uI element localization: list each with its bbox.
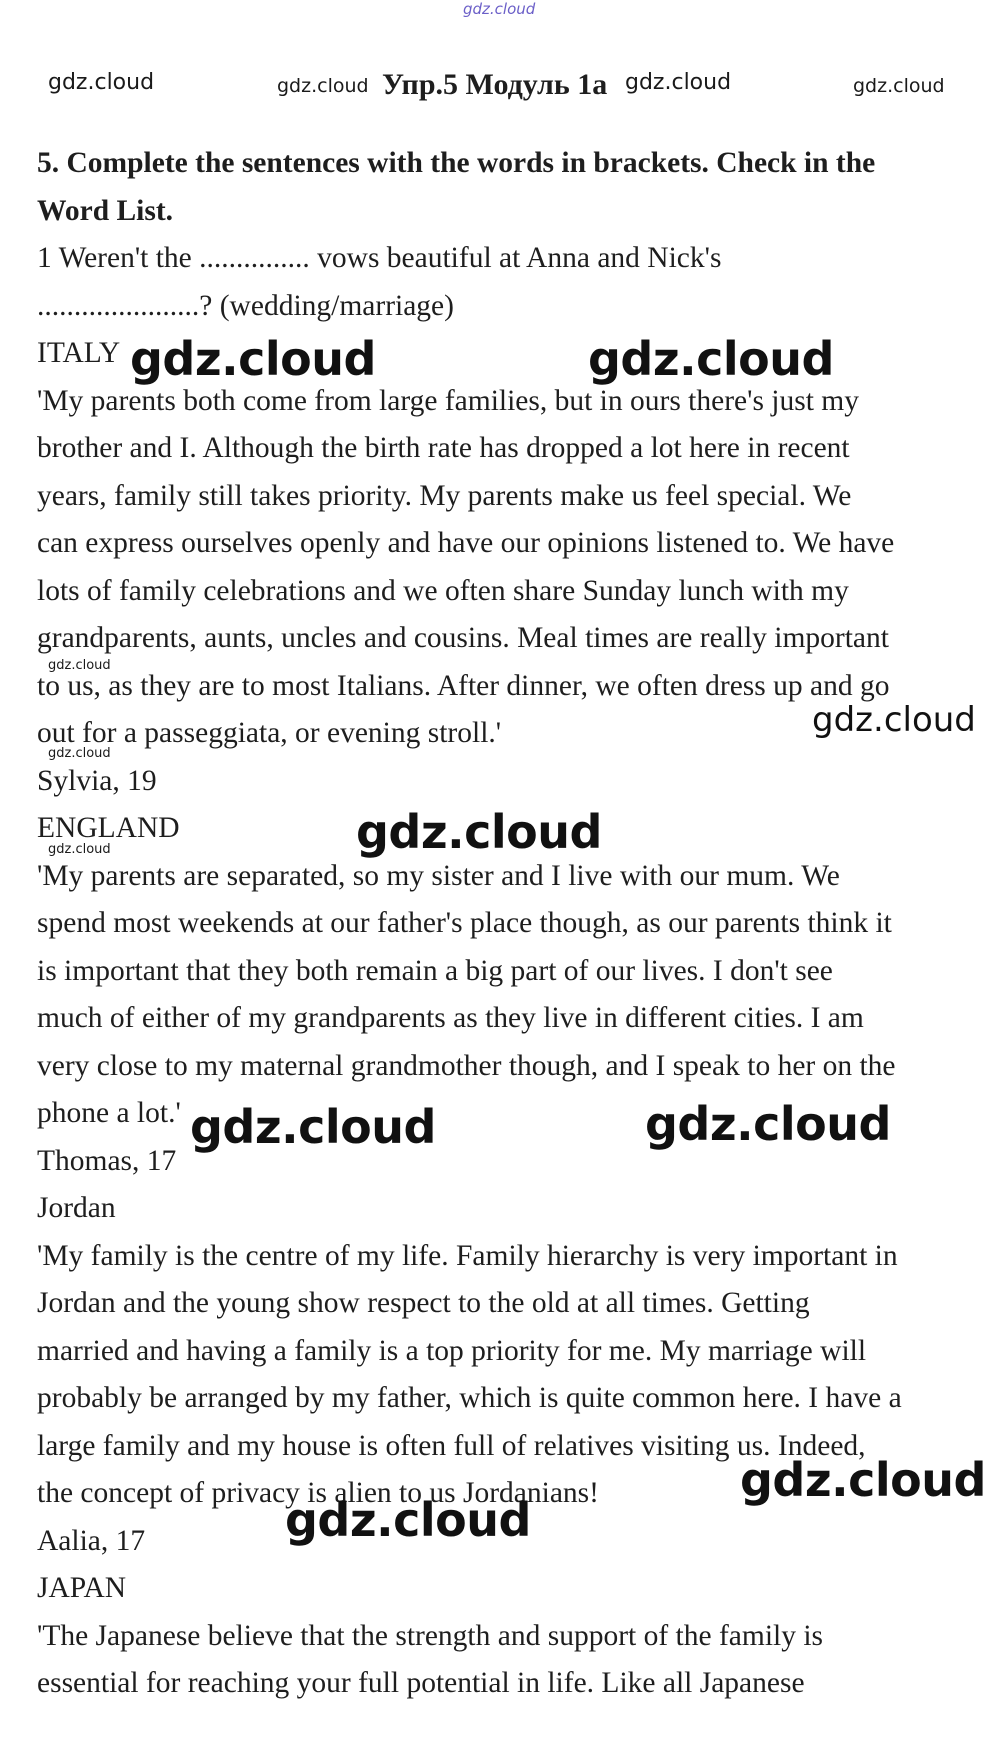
exercise-sentence-1-cont: ......................? (wedding/marriage) xyxy=(37,290,454,322)
section-heading-jordan: Jordan xyxy=(37,1192,116,1224)
text-line: lots of family celebrations and we often share Sunday lunch with my xyxy=(37,575,849,607)
text-line: can express ourselves openly and have our opinions listened to. We have xyxy=(37,527,895,559)
watermark: gdz.cloud xyxy=(48,746,111,761)
watermark: gdz.cloud xyxy=(740,1453,986,1507)
text-line: married and having a family is a top priority for me. My marriage will xyxy=(37,1335,867,1367)
text-line: large family and my house is often full of relatives visiting us. Indeed, xyxy=(37,1430,866,1462)
section-heading-england: ENGLAND xyxy=(37,812,180,844)
text-line: years, family still takes priority. My parents make us feel special. We xyxy=(37,480,852,512)
exercise-instruction-cont: Word List. xyxy=(37,195,174,227)
header-watermark-right: gdz.cloud xyxy=(853,75,945,97)
header-watermark-mid-right: gdz.cloud xyxy=(625,70,732,95)
watermark: gdz.cloud xyxy=(588,332,834,386)
section-heading-japan: JAPAN xyxy=(37,1572,127,1604)
text-line: Jordan and the young show respect to the old at all times. Getting xyxy=(37,1287,810,1319)
section-heading-italy: ITALY xyxy=(37,337,121,369)
header-watermark-left: gdz.cloud xyxy=(48,70,155,95)
watermark: gdz.cloud xyxy=(48,658,111,673)
text-line: 'My parents both come from large families, but in ours there's just my xyxy=(37,385,859,417)
text-line: out for a passeggiata, or evening stroll.' xyxy=(37,717,502,749)
text-line: grandparents, aunts, uncles and cousins. Meal times are really important xyxy=(37,622,889,654)
page-title: Упр.5 Модуль 1a xyxy=(382,68,608,101)
exercise-instruction: 5. Complete the sentences with the words in brackets. Check in the xyxy=(37,147,876,179)
exercise-sentence-1: 1 Weren't the ............... vows beautiful at Anna and Nick's xyxy=(37,242,722,274)
text-line: the concept of privacy is alien to us Jordanians! xyxy=(37,1477,599,1509)
text-line: essential for reaching your full potential in life. Like all Japanese xyxy=(37,1667,805,1699)
watermark: gdz.cloud xyxy=(812,700,976,740)
watermark: gdz.cloud xyxy=(190,1100,436,1154)
text-line: is important that they both remain a big part of our lives. I don't see xyxy=(37,955,833,987)
text-line: 'My family is the centre of my life. Family hierarchy is very important in xyxy=(37,1240,898,1272)
watermark: gdz.cloud xyxy=(356,805,602,859)
text-line: probably be arranged by my father, which is quite common here. I have a xyxy=(37,1382,902,1414)
watermark: gdz.cloud xyxy=(645,1097,891,1151)
text-line: spend most weekends at our father's place though, as our parents think it xyxy=(37,907,892,939)
text-line: brother and I. Although the birth rate has dropped a lot here in recent xyxy=(37,432,850,464)
text-line: 'My parents are separated, so my sister and I live with our mum. We xyxy=(37,860,840,892)
author-signature: Thomas, 17 xyxy=(37,1145,177,1177)
watermark: gdz.cloud xyxy=(48,842,111,857)
text-line: much of either of my grandparents as they live in different cities. I am xyxy=(37,1002,864,1034)
header-watermark-mid-left: gdz.cloud xyxy=(277,75,369,97)
author-signature: Sylvia, 19 xyxy=(37,765,157,797)
watermark: gdz.cloud xyxy=(285,1493,531,1547)
text-line: to us, as they are to most Italians. After dinner, we often dress up and go xyxy=(37,670,890,702)
author-signature: Aalia, 17 xyxy=(37,1525,146,1557)
watermark: gdz.cloud xyxy=(130,332,376,386)
text-line: 'The Japanese believe that the strength and support of the family is xyxy=(37,1620,824,1652)
text-line: very close to my maternal grandmother though, and I speak to her on the xyxy=(37,1050,896,1082)
text-line: phone a lot.' xyxy=(37,1097,181,1129)
top-watermark: gdz.cloud xyxy=(463,0,536,18)
